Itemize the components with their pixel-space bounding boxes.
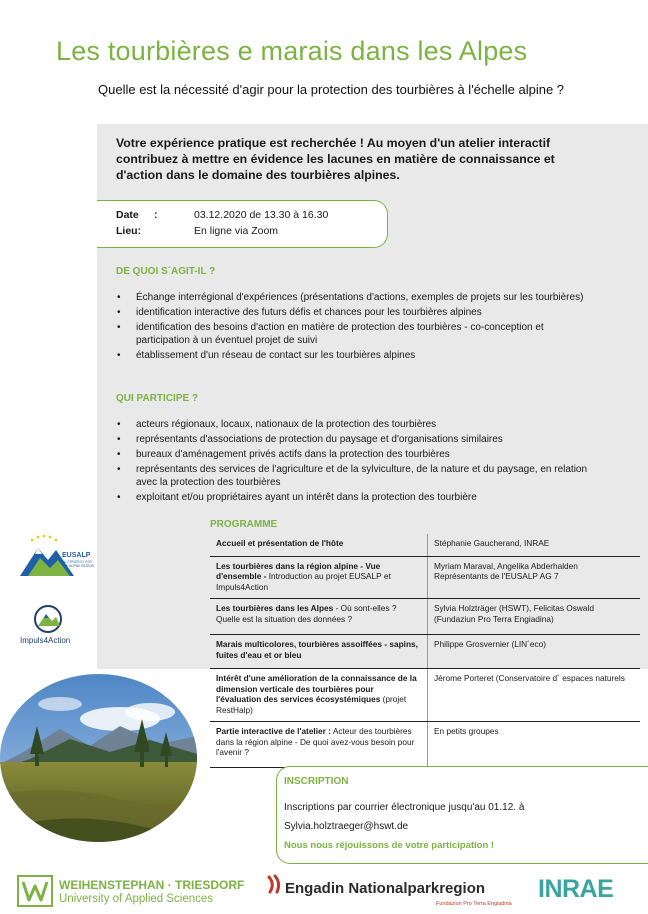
what-list xyxy=(116,291,594,364)
bullet-icon: • xyxy=(117,434,121,445)
date-label: Date xyxy=(116,209,139,221)
bullet-icon: • xyxy=(117,350,121,361)
list-item: • Échange interrégional d'expériences (présentations d'actions, exemples de projets sur les tourbières) xyxy=(117,292,584,303)
impuls4action-logo xyxy=(14,604,94,652)
bullet-icon: • xyxy=(117,492,121,503)
inscription-text: Inscriptions par courrier électronique jusqu'au 01.12. à xyxy=(284,802,525,813)
intro-text xyxy=(116,135,626,183)
list-item: • représentants d'associations de protection du paysage et d'organisations similaires xyxy=(117,434,503,445)
programme-speaker: Jérome Porteret (Conservatoire d´ espaces naturels xyxy=(428,669,641,722)
programme-heading: PROGRAMME xyxy=(210,519,278,530)
programme-speaker: Sylvia Holzträger (HSWT), Felicitas Oswald (Fundaziun Pro Terra Engiadina) xyxy=(428,599,641,635)
intro-line: d'action dans le domaine des tourbières alpines. xyxy=(116,168,400,182)
table-row xyxy=(210,556,640,599)
inscription-heading: INSCRIPTION xyxy=(284,776,349,787)
list-item: • établissement d'un réseau de contact sur les tourbières alpines xyxy=(117,350,416,361)
engadin-name: Engadin Nationalparkregion xyxy=(285,880,486,897)
bullet-icon: • xyxy=(117,307,121,318)
list-item: • bureaux d'aménagement privés actifs dans la protection des tourbières xyxy=(117,449,450,460)
eusalp-logo-text: EUSALP xyxy=(62,552,91,559)
intro-line: contribuez à mettre en évidence les lacunes en matière de connaissance et xyxy=(116,152,555,166)
peatland-photo xyxy=(0,674,197,842)
eusalp-logo xyxy=(18,534,94,582)
who-list xyxy=(116,418,594,506)
programme-speaker: Philippe Grosvernier (LIN´eco) xyxy=(428,635,641,669)
event-info-box xyxy=(97,200,388,248)
list-item: • représentants des services de l'agriculture et de la sylviculture, de la nature et du paysage, en relation avec la protection des tourbières xyxy=(117,464,588,488)
programme-item: Les tourbières dans les Alpes - Où sont-elles ? Quelle est la situation des données ? xyxy=(210,599,428,635)
programme-speaker: Myriam Maraval, Angelika Abderhalden Représentants de l'EUSALP AG 7 xyxy=(428,556,641,599)
date-value: 03.12.2020 de 13.30 à 16.30 xyxy=(194,209,329,221)
intro-line: Votre expérience pratique est recherchée ! Au moyen d'un atelier interactif xyxy=(116,136,551,150)
bullet-icon: • xyxy=(117,464,121,475)
programme-speaker: En petits groupes xyxy=(428,722,641,768)
place-label: Lieu: xyxy=(116,225,142,237)
table-row xyxy=(210,599,640,635)
section-heading-who: QUI PARTICIPE ? xyxy=(116,393,199,404)
place-value: En ligne via Zoom xyxy=(194,225,279,237)
bullet-icon: • xyxy=(117,419,121,430)
list-item: • acteurs régionaux, locaux, nationaux de la protection des tourbières xyxy=(117,419,437,430)
programme-item: Partie interactive de l'atelier : Acteur des tourbières dans la région alpine - De quoi avez-vous besoin pour l'avenir ? xyxy=(210,722,428,768)
bullet-icon: • xyxy=(117,449,121,460)
list-item: • identification interactive des futurs défis et chances pour les tourbières alpines xyxy=(117,307,482,318)
list-item: • identification des besoins d'action en matière de protection des tourbières - co-conception et participation à un éventuel projet de suivi xyxy=(117,322,544,346)
hswt-name: WEIHENSTEPHAN · TRIESDORF xyxy=(59,878,245,892)
programme-item: Intérêt d'une amélioration de la connaissance de la dimension verticale des tourbières pour l'évaluation des services écosystémiques (projet RestHalp) xyxy=(210,669,428,722)
table-row xyxy=(210,534,640,556)
programme-item: Les tourbières dans la région alpine - Vue d'ensemble - Introduction au projet EUSALP et Impuls4Action xyxy=(210,556,428,599)
programme-item: Accueil et présentation de l'hôte xyxy=(210,534,428,556)
landscape-image xyxy=(0,674,197,842)
bullet-icon: • xyxy=(117,292,121,303)
date-colon: : xyxy=(154,209,158,221)
inscription-greeting: Nous nous réjouissons de votre participation ! xyxy=(284,840,495,851)
programme-item: Marais multicolores, tourbières assoiffées - sapins, fuites d'eau et or bleu xyxy=(210,635,428,669)
eusalp-logo-subtext: THE ALPINE REGION xyxy=(62,564,94,568)
engadin-flower-icon xyxy=(266,874,284,896)
page-subtitle: Quelle est la nécessité d'agir pour la protection des tourbières à l'échelle alpine ? xyxy=(98,82,565,97)
bullet-icon: • xyxy=(117,322,121,333)
section-heading-what: DE QUOI S´AGIT-IL ? xyxy=(116,266,216,277)
programme-table xyxy=(210,534,640,768)
programme-speaker: Stéphanie Gaucherand, INRAE xyxy=(428,534,641,556)
list-item: • exploitant et/ou propriétaires ayant un intérêt dans la protection des tourbière xyxy=(117,492,477,503)
eusalp-logo-subtext: EU STRATEGY FOR xyxy=(62,560,92,564)
table-row xyxy=(210,722,640,768)
engadin-subtitle: Fundaziun Pro Terra Engiadina xyxy=(436,901,512,907)
inscription-email-link[interactable]: Sylvia.holztraeger@hswt.de xyxy=(284,821,409,832)
impuls-mountain-icon xyxy=(14,604,94,634)
impuls4action-logo-text: Impuls4Action xyxy=(20,636,71,645)
table-row xyxy=(210,669,640,722)
page-title: Les tourbières e marais dans les Alpes xyxy=(56,36,528,66)
hswt-subtitle: University of Applied Sciences xyxy=(59,893,214,905)
inrae-logo: INRAE xyxy=(538,875,614,903)
hswt-logo-icon xyxy=(16,874,56,908)
footer-logos xyxy=(0,870,648,914)
table-row xyxy=(210,635,640,669)
